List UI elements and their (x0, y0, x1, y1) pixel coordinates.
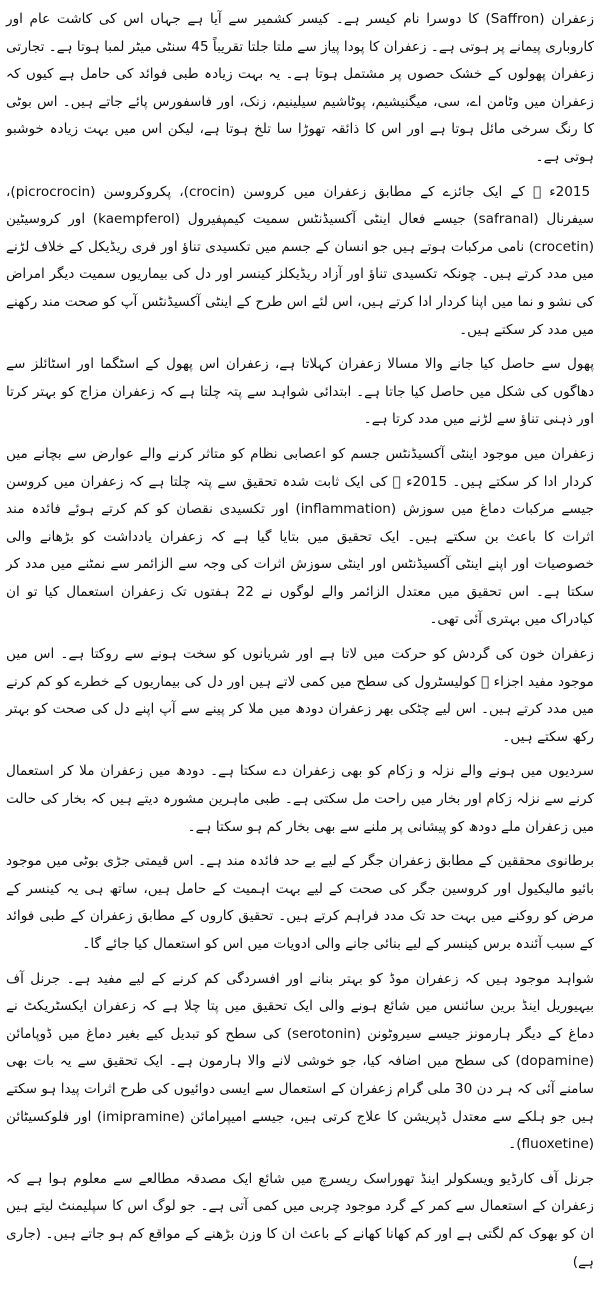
paragraph-depression: شواہد موجود ہیں کہ زعفران موڈ کو بہتر بنانے اور افسردگی کم کرنے کے لیے مفید ہے۔ جرنل آف بیہیوریل اینڈ برین سائنس میں شائع ہونے والی ایک تحقیق میں پتا چلا ہے کہ زعفران ایکسٹریکٹ نے دماغ کے دیگر ہارمونز جیسے سیروٹونن (serotonin) کی سطح کو تبدیل کیے بغیر دماغ میں ڈوپامائن (dopamine) کی سطح میں اضافہ کیا، جو خوشی لانے والا ہارمون ہے۔ ایک تحقیق سے یہ بات بھی سامنے آئی کہ ہر دن 30 ملی گرام زعفران کے استعمال سے ایسی دوائیوں کی طرح اثرات پیدا ہو سکتے ہیں جو ہلکے سے معتدل ڈپریشن کا علاج کرتی ہیں، جیسے امیپرامائن (imipramine) اور فلوکسیٹائن (fluoxetine)۔ (6, 970, 594, 1153)
paragraph-weight-loss: جرنل آف کارڈیو ویسکولر اینڈ تھوراسک ریسرچ میں شائع ایک مصدقہ مطالعے سے معلوم ہوا ہے کہ زعفران کے استعمال سے کمر کے گرد موجود چربی میں کمی آتی ہے۔ جو لوگ اس کا سپلیمنٹ لیتے ہیں ان کو بھوک کم لگتی ہے اور کم کھانا کھانے کے باعث ان کا وزن بڑھنے کے مواقع کم ہو جاتے ہیں۔ (جاری ہے) (6, 1170, 594, 1270)
paragraph-cold-flu: سردیوں میں ہونے والے نزلہ و زکام کو بھی زعفران دے سکتا ہے۔ دودھ میں زعفران ملا کر استعمال کرنے سے نزلہ زکام اور بخار میں راحت مل سکتی ہے۔ طبی ماہرین مشورہ دیتے ہیں کہ بخار کی حالت میں زعفران ملے دودھ کو پیشانی پر ملنے سے بھی بخار کم ہو سکتا ہے۔ (6, 763, 594, 835)
paragraph-liver-health: برطانوی محققین کے مطابق زعفران جگر کے لیے بے حد فائدہ مند ہے۔ اس قیمتی جڑی بوٹی میں موجود بائیو مالیکیول اور کروسین جگر کی صحت کے لیے بہت اہمیت کے حامل ہیں، ساتھ ہی یہ کینسر کے مرض کو روکنے میں بہت حد تک مدد فراہم کرتے ہیں۔ تحقیق کاروں کے مطابق زعفران کے طبی فوائد کے سبب آئندہ برس کینسر کے لیے بنائی جانے والی ادویات میں اس کو استعمال کیا جائے گا۔ (6, 853, 594, 952)
paragraph-mood-stress: پھول سے حاصل کیا جانے والا مسالا زعفران کہلاتا ہے، زعفران اس پھول کے اسٹگما اور اسٹائلز سے دھاگوں کی شکل میں حاصل کیا جاتا ہے۔ ابتدائی شواہد سے پتہ چلتا ہے کہ زعفران مزاج کو بہتر کرتا اور ذہنی تناؤ سے لڑنے میں مدد کرتا ہے۔ (6, 356, 594, 428)
paragraph-antioxidants: 2015ء ⃞ کے ایک جائزے کے مطابق زعفران میں کروسن (crocin)، پکروکروسن (picrocrocin)، سیفرنال (safranal) جیسے فعال اینٹی آکسیڈنٹس سمیت کیمپفیرول (kaempferol) اور کروسیٹین (crocetin) نامی مرکبات ہوتے ہیں جو انسان کے جسم میں تکسیدی تناؤ اور فری ریڈیکل کے خلاف لڑنے میں مدد کرتے ہیں۔ چونکہ تکسیدی تناؤ اور آزاد ریڈیکلز کینسر اور دل کی بیماریوں سمیت دیگر امراض کی نشو و نما میں اپنا کردار ادا کرتے ہیں، اس لئے اس طرح کے اینٹی آکسیڈنٹس آپ کو صحت مند رکھنے میں مدد کر سکتے ہیں۔ (6, 183, 595, 338)
paragraph-brain-health: زعفران میں موجود اینٹی آکسیڈنٹس جسم کو اعصابی نظام کو متاثر کرنے والے عوارض سے بچانے میں کردار ادا کر سکتے ہیں۔ 2015ء ⃞ کی ایک ثابت شدہ تحقیق سے پتہ چلتا ہے کہ زعفران میں کروسن جیسے مرکبات دماغ میں سوزش (inflammation) اور تکسیدی نقصان کو کم کرتے ہوئے فائدہ مند اثرات کا باعث بن سکتے ہیں۔ ایک تحقیق میں بتایا گیا ہے کہ زعفران یادداشت کو بڑھانے والی خصوصیات اور اپنے اینٹی آکسیڈنٹس اور اینٹی سوزش اثرات کی وجہ سے الزائمر سے نمٹنے میں مدد کر سکتا ہے۔ اس تحقیق میں معتدل الزائمر والے لوگوں نے 22 ہفتوں تک زعفران استعمال کیا تو ان کیادراک میں بہتری آئی تھی۔ (6, 445, 594, 628)
paragraph-saffron-intro: زعفران (Saffron) کا دوسرا نام کیسر ہے۔ کیسر کشمیر سے آیا ہے جہاں اس کی کاشت عام اور کاروباری پیمانے پر ہوتی ہے۔ زعفران کا پودا پیاز سے ملتا جلتا تقریباً 45 سنٹی میٹر لمبا ہوتا ہے۔ تجارتی زعفران پھولوں کے خشک حصوں پر مشتمل ہوتا ہے۔ یہ بہت زیادہ طبی فوائد کی حامل ہے کیوں کہ زعفران میں وٹامن اے، سی، میگنیشیم، پوٹاشیم سیلینیم، زنک، اور فاسفورس پائے جاتے ہیں۔ اس بوٹی کا رنگ سرخی مائل ہوتا ہے اور اس کا ذائقہ تھوڑا سا تلخ ہوتا ہے، لیکن اس میں بہت زیادہ خوشبو ہوتی ہے۔ (6, 11, 595, 165)
paragraph-heart-health: زعفران خون کی گردش کو حرکت میں لاتا ہے اور شریانوں کو سخت ہونے سے روکتا ہے۔ اس میں موجود مفید اجزاء ⃞ کولیسٹرول کی سطح میں کمی لاتے ہیں اور دل کی بیماریوں کے خطرے کو کم کرنے میں مدد کرتے ہیں۔ اس لیے چٹکی بھر زعفران دودھ میں ملا کر پینے سے آپ اپنے دل کی صحت کو بہتر رکھ سکتے ہیں۔ (6, 646, 594, 745)
